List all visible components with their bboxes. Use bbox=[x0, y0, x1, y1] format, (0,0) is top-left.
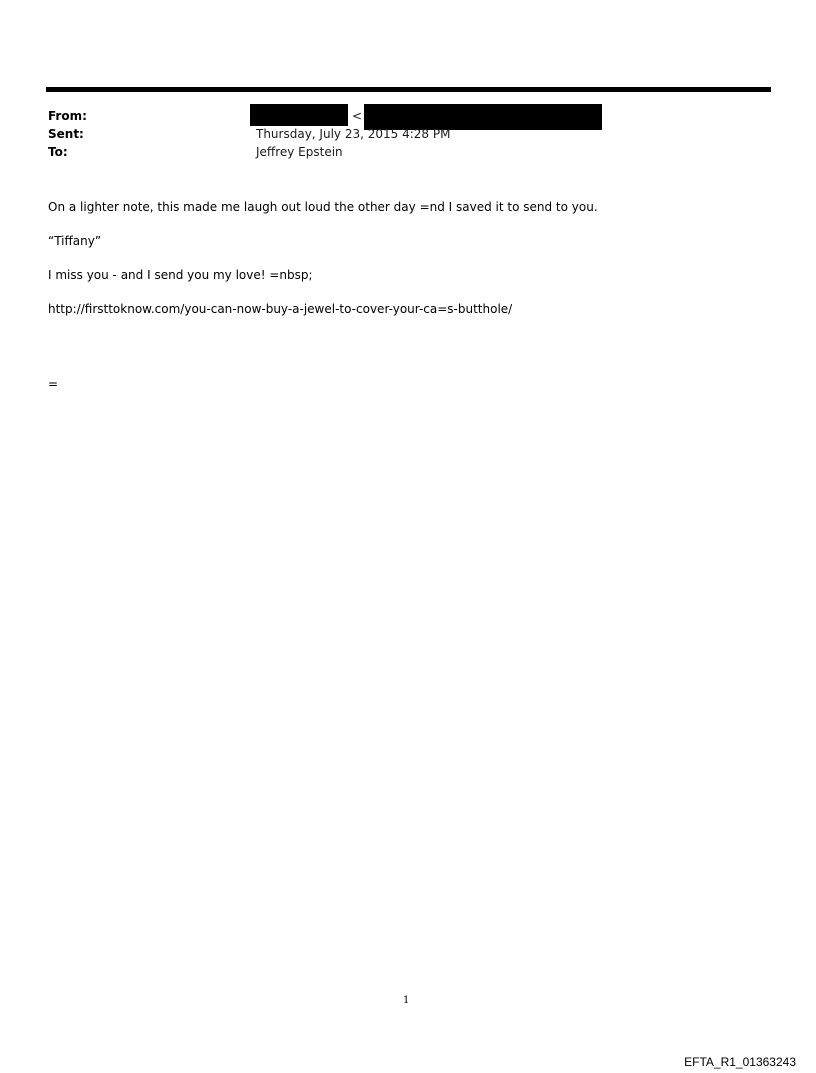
to-row bbox=[48, 144, 343, 160]
from-angle-bracket: < bbox=[352, 109, 363, 123]
body-line-love: I miss you - and I send you my love! =nbsp; bbox=[48, 268, 313, 282]
header-rule bbox=[46, 87, 771, 92]
from-row bbox=[48, 108, 256, 124]
page-number: 1 bbox=[403, 995, 410, 1006]
document-id: EFTA_R1_01363243 bbox=[684, 1055, 796, 1069]
body-line-equals: = bbox=[48, 377, 59, 391]
to-value: Jeffrey Epstein bbox=[256, 145, 343, 159]
body-line-intro: On a lighter note, this made me laugh out loud the other day =nd I saved it to send to you. bbox=[48, 200, 598, 214]
sent-label: Sent: bbox=[48, 127, 84, 141]
to-label: To: bbox=[48, 145, 68, 159]
redaction-sender-name bbox=[250, 104, 348, 126]
sent-value: Thursday, July 23, 2015 4:28 PM bbox=[256, 127, 451, 141]
sent-row bbox=[48, 126, 450, 142]
body-link[interactable]: http://firsttoknow.com/you-can-now-buy-a-jewel-to-cover-your-ca=s-butthole/ bbox=[48, 302, 513, 316]
body-line-quote: “Tiffany” bbox=[48, 234, 102, 248]
from-label: From: bbox=[48, 109, 87, 123]
